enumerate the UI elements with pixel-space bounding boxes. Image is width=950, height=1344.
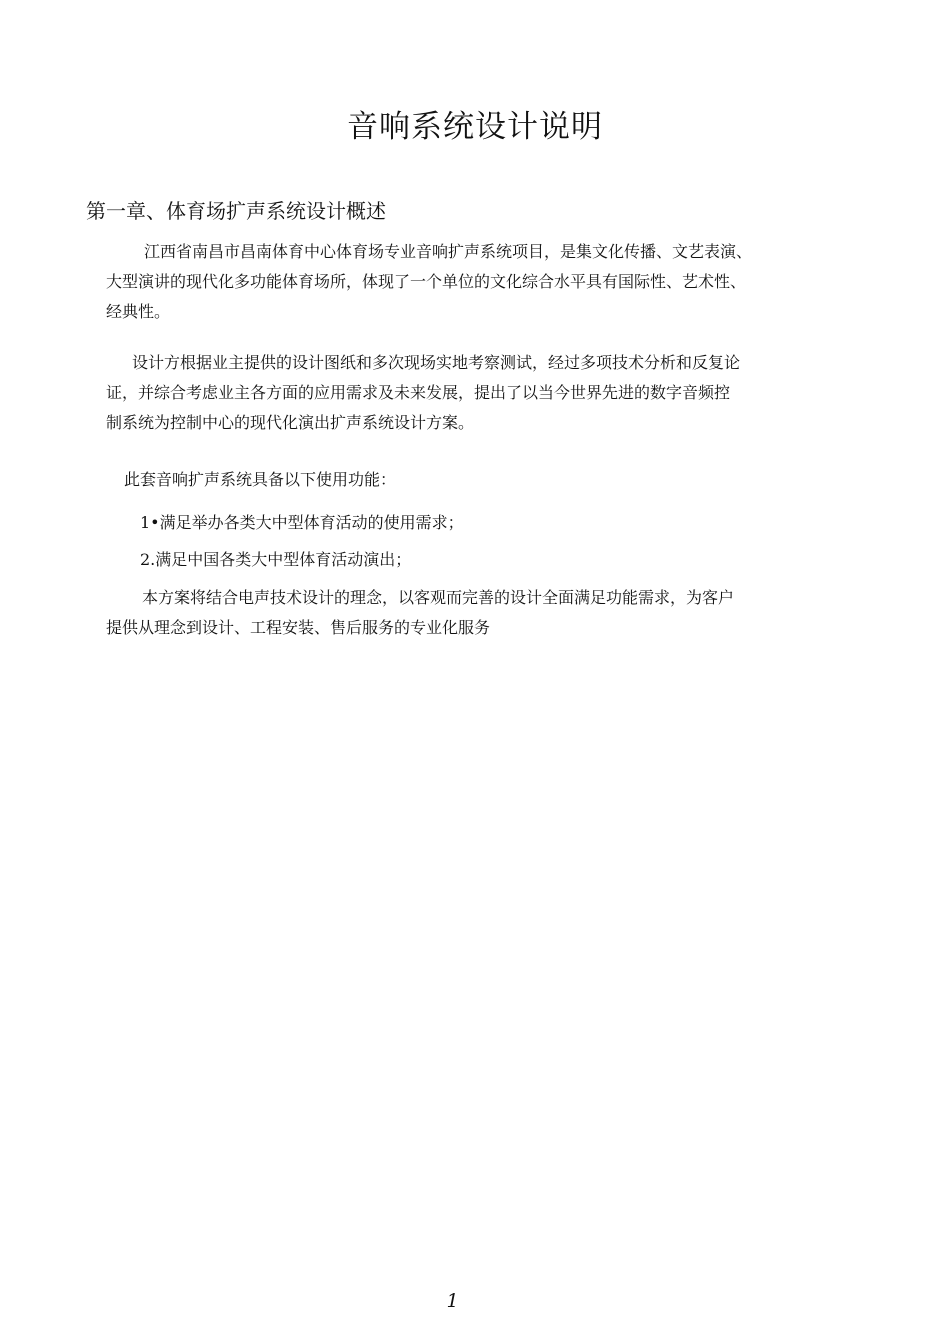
document-title: 音响系统设计说明 [347,109,603,145]
paragraph-design-approach [106,348,740,438]
paragraph-line: 2.满足中国各类大中型体育活动演出； [140,550,412,569]
paragraph-line: 证，并综合考虑业主各方面的应用需求及未来发展，提出了以当今世界先进的数字音频控 [106,383,731,402]
paragraph-closing [106,583,734,643]
paragraph-project-intro [106,237,752,327]
paragraph-line: 江西省南昌市昌南体育中心体育场专业音响扩声系统项目，是集文化传播、文艺表演、 [144,242,753,261]
paragraph-line: 此套音响扩声系统具备以下使用功能： [124,470,397,489]
paragraph-line: 制系统为控制中心的现代化演出扩声系统设计方案。 [106,413,475,432]
paragraph-line: 提供从理念到设计、工程安装、售后服务的专业化服务 [106,618,491,637]
paragraph-line: 1•满足举办各类大中型体育活动的使用需求； [140,513,464,532]
page-number: 1 [446,1290,459,1312]
paragraph-line: 经典性。 [106,302,171,321]
paragraph-line: 设计方根据业主提供的设计图纸和多次现场实地考察测试，经过多项技术分析和反复论 [132,353,741,372]
function-list-item-1 [140,508,464,538]
chapter-heading: 第一章、体育场扩声系统设计概述 [86,199,386,223]
paragraph-line: 大型演讲的现代化多功能体育场所，体现了一个单位的文化综合水平具有国际性、艺术性、 [106,272,747,291]
function-list-item-2 [140,545,411,575]
paragraph-line: 本方案将结合电声技术设计的理念，以客观而完善的设计全面满足功能需求，为客户 [142,588,735,607]
paragraph-functions-intro [124,465,396,495]
